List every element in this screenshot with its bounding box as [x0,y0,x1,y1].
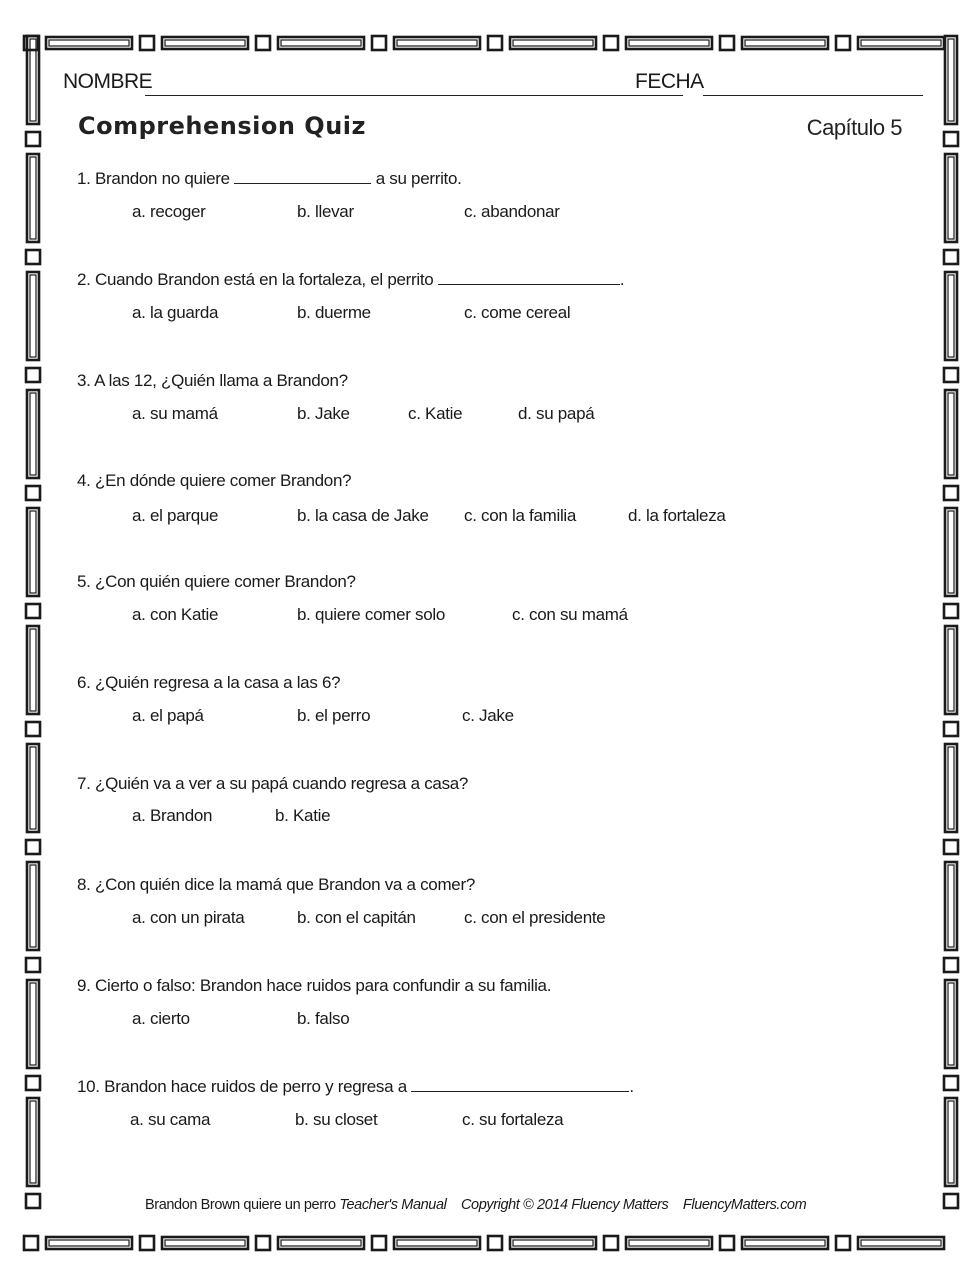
option: a. el parque [132,506,219,525]
question-6 [77,673,340,693]
chapter-label: Capítulo 5 [806,115,902,140]
question-text: Cuando Brandon está en la fortaleza, el perrito [95,270,434,289]
question-text: ¿Con quién dice la mamá que Brandon va a comer? [95,875,475,894]
option: c. Jake [462,706,514,725]
question-5 [77,572,356,592]
option: b. Jake [297,404,350,423]
footer [145,1197,806,1213]
option: c. su fortaleza [462,1110,564,1129]
name-label: NOMBRE [63,70,153,93]
footer-manual: Teacher's Manual [339,1197,447,1213]
option: c. con la familia [464,506,577,525]
answer-blank [438,272,620,285]
question-text-after: . [629,1077,634,1096]
option: b. quiere comer solo [297,605,446,624]
footer-book-title: Brandon Brown quiere un perro [145,1197,336,1213]
option: b. la casa de Jake [297,506,429,525]
question-4 [77,471,351,491]
option: a. con Katie [132,605,219,624]
question-text: ¿Quién va a ver a su papá cuando regresa a casa? [95,774,469,793]
question-text: Brandon no quiere [95,169,230,188]
question-number: 9. [77,976,91,995]
option: b. su closet [295,1110,378,1129]
option: b. con el capitán [297,908,416,927]
question-number: 3. [77,371,91,390]
question-9 [77,976,551,996]
question-1 [77,169,462,189]
option: a. recoger [132,202,206,221]
question-text: ¿Con quién quiere comer Brandon? [95,572,356,591]
option: c. con su mamá [512,605,628,624]
footer-website: FluencyMatters.com [682,1197,807,1213]
question-number: 5. [77,572,91,591]
option: a. su cama [130,1110,211,1129]
option: c. come cereal [464,303,571,322]
option: b. duerme [297,303,371,322]
option: a. Brandon [132,806,213,825]
option: c. con el presidente [464,908,606,927]
question-2 [77,270,624,290]
question-text: Brandon hace ruidos de perro y regresa a [104,1077,407,1096]
question-7 [77,774,468,794]
date-line [703,95,923,96]
date-label: FECHA [635,70,704,93]
option: b. el perro [297,706,371,725]
option: b. llevar [297,202,354,221]
answer-blank [234,171,371,184]
option: c. abandonar [464,202,560,221]
question-number: 7. [77,774,91,793]
option: a. su mamá [132,404,218,423]
question-text: ¿Quién regresa a la casa a las 6? [95,673,341,692]
question-10 [77,1077,634,1097]
question-number: 4. [77,471,91,490]
option: c. Katie [408,404,463,423]
question-text: A las 12, ¿Quién llama a Brandon? [94,371,348,390]
question-text: Cierto o falso: Brandon hace ruidos para confundir a su familia. [95,976,552,995]
option: d. la fortaleza [628,506,726,525]
question-text-after: . [619,270,625,289]
option: a. cierto [132,1009,190,1028]
footer-copyright: Copyright © 2014 Fluency Matters [460,1197,669,1213]
option: b. falso [297,1009,350,1028]
question-number: 2. [77,270,91,289]
name-line [145,95,683,96]
option: a. la guarda [132,303,219,322]
question-text-after: a su perrito. [375,169,462,188]
name-date-row [63,70,923,100]
answer-blank [411,1079,629,1092]
option: d. su papá [518,404,595,423]
question-8 [77,875,475,895]
option: a. el papá [132,706,204,725]
question-number: 10. [77,1077,100,1096]
option: b. Katie [275,806,331,825]
question-3 [77,371,348,391]
question-number: 6. [77,673,91,692]
question-text: ¿En dónde quiere comer Brandon? [95,471,352,490]
question-number: 1. [77,169,91,188]
question-number: 8. [77,875,91,894]
quiz-title: Comprehension Quiz [78,112,366,140]
option: a. con un pirata [132,908,245,927]
